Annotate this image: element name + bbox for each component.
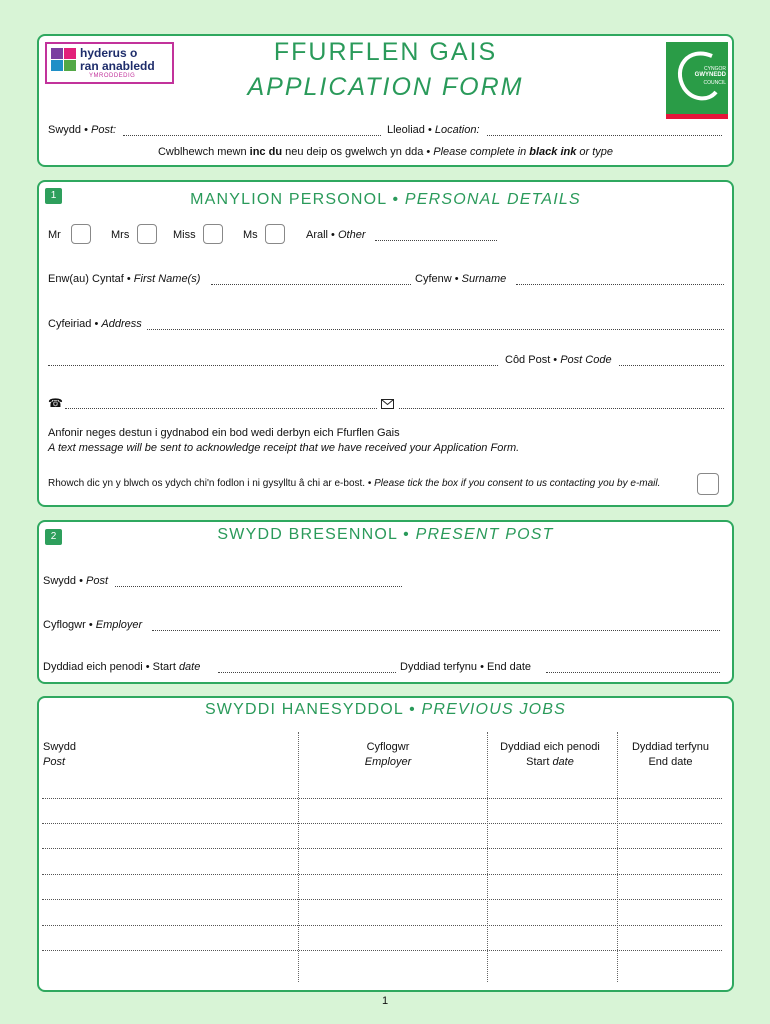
table-row[interactable] [42,950,722,951]
col-post-header-cy: Swydd [43,741,77,753]
email-consent-text: Rhowch dic yn y blwch os ydych chi'n fodlon i ni gysylltu â chi ar e-bost. • Please tick the box if you consent to us contacting you by e-mail. [48,478,661,489]
title-mrs-label: Mrs [111,229,130,241]
postcode-label: Côd Post • Post Code [505,354,612,366]
address-line-2[interactable] [48,365,498,366]
col-separator-1 [298,732,299,982]
col-separator-3 [617,732,618,982]
table-row[interactable] [42,925,722,926]
postcode-field[interactable] [619,365,724,366]
present-employer-label: Cyflogwr • Employer [43,619,143,631]
personal-details-panel [37,180,734,507]
post-field[interactable] [123,135,381,136]
title-ms-label: Ms [243,229,258,241]
address-label: Cyfeiriad • Address [48,318,142,330]
title-mr-label: Mr [48,229,61,241]
sms-notice-cy: Anfonir neges destun i gydnabod ein bod wedi derbyn eich Ffurflen Gais [48,427,400,439]
title-mrs-checkbox[interactable] [137,224,157,244]
title-other-label: Arall • Other [306,229,366,241]
col-start-header-en: Start date [526,756,574,768]
gwynedd-line3: COUNCIL [703,80,726,86]
col-employer-header-cy: Cyflogwr [366,741,410,753]
location-field[interactable] [487,135,722,136]
instructions: Cwblhewch mewn inc du neu deip os gwelwch yn dda • Please complete in black ink or type [157,146,614,158]
present-post-panel [37,520,734,684]
logo-line2: ran anabledd [80,59,155,73]
table-row[interactable] [42,848,722,849]
col-separator-2 [487,732,488,982]
envelope-icon [381,399,394,409]
email-consent-checkbox[interactable] [697,473,719,495]
gwynedd-council-logo [666,42,728,119]
present-post-label: Swydd • Post [43,575,108,587]
title-other-field[interactable] [375,240,497,241]
present-post-heading: SWYDD BRESENNOL • PRESENT POST [217,526,554,543]
phone-icon: ☎ [48,396,63,410]
post-label: Swydd • Post: [48,124,117,136]
table-row[interactable] [42,798,722,799]
surname-label: Cyfenw • Surname [415,273,507,285]
title-cy: FFURFLEN GAIS [273,38,498,66]
title-miss-checkbox[interactable] [203,224,223,244]
col-start-header-cy: Dyddiad eich penodi [500,741,600,753]
table-row[interactable] [42,823,722,824]
logo-line1: hyderus o [80,46,138,60]
present-post-field[interactable] [115,586,402,587]
col-end-header-en: End date [648,756,693,768]
header-panel [37,34,734,167]
first-name-field[interactable] [211,284,411,285]
previous-jobs-heading: SWYDDI HANESYDDOL • PREVIOUS JOBS [204,701,567,718]
gwynedd-swirl-icon [666,42,728,114]
location-label: Lleoliad • Location: [387,124,480,136]
address-line-1[interactable] [147,329,724,330]
email-field[interactable] [399,408,724,409]
gwynedd-line2: GWYNEDD [694,72,726,78]
present-end-label: Dyddiad terfynu • End date [400,661,532,673]
title-en: APPLICATION FORM [247,73,524,101]
title-mr-checkbox[interactable] [71,224,91,244]
page-number: 1 [381,995,389,1007]
surname-field[interactable] [516,284,724,285]
present-start-field[interactable] [218,672,396,673]
title-ms-checkbox[interactable] [265,224,285,244]
gwynedd-line1: CYNGOR [704,66,726,72]
table-row[interactable] [42,874,722,875]
table-row[interactable] [42,899,722,900]
logo-line3: YMRODDEDIG [89,73,136,79]
present-employer-field[interactable] [152,630,720,631]
section-number-1: 1 [45,188,62,204]
present-end-field[interactable] [546,672,720,673]
present-start-label: Dyddiad eich penodi • Start date [43,661,201,673]
personal-details-heading: MANYLION PERSONOL • PERSONAL DETAILS [190,191,581,208]
first-name-label: Enw(au) Cyntaf • First Name(s) [48,273,201,285]
sms-notice-en: A text message will be sent to acknowledge receipt that we have received your Application Form. [48,442,520,454]
col-employer-header-en: Employer [364,756,412,768]
section-number-2: 2 [45,529,62,545]
col-post-header-en: Post [43,756,66,768]
phone-field[interactable] [65,408,377,409]
title-miss-label: Miss [173,229,196,241]
col-end-header-cy: Dyddiad terfynu [631,741,710,753]
